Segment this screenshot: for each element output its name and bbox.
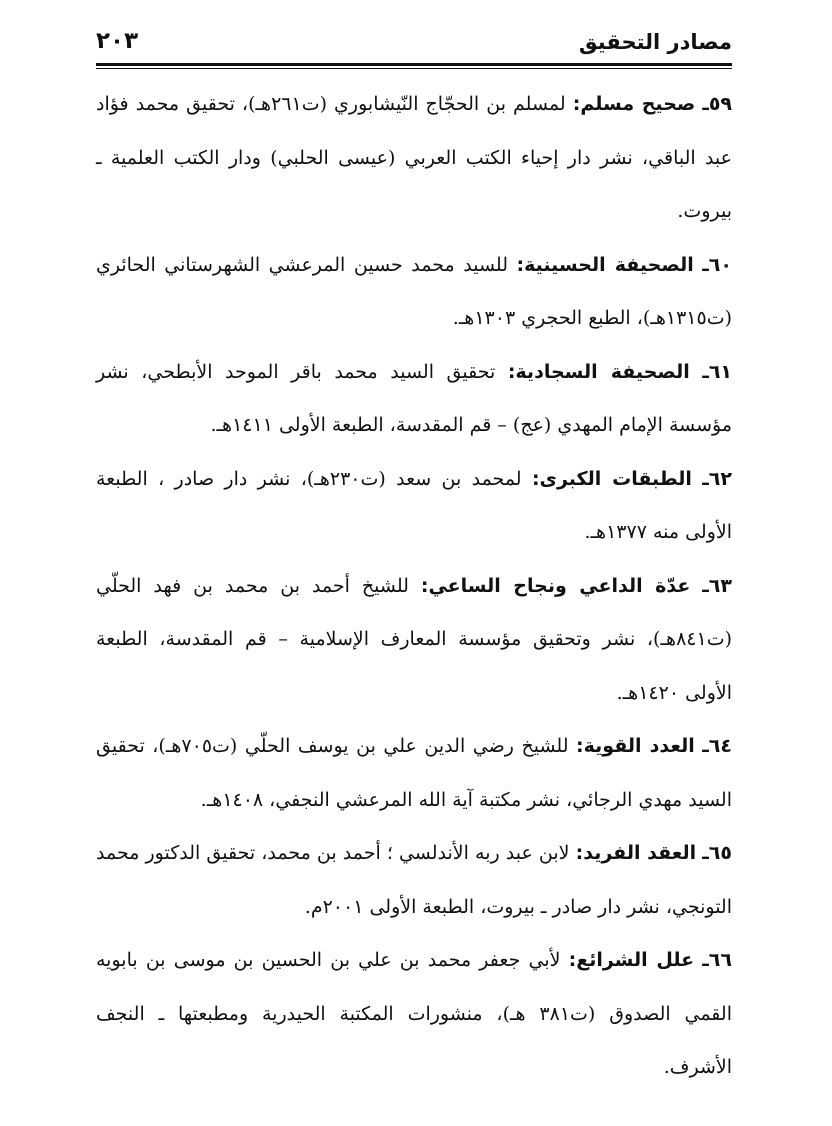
entry-text: للشيخ رضي الدين علي بن يوسف الحلّي (ت٧٠٥هـ)، تحقيق السيد مهدي الرجائي، نشر مكتبة آية الله المرعشي النجفي، ١٤٠٨هـ. <box>96 735 732 811</box>
entry-title: العقد الفريد: <box>575 842 697 864</box>
bibliography-entry <box>96 239 732 346</box>
entry-number: ٦١ـ <box>702 360 733 383</box>
entry-title: الصحيفة السجادية: <box>507 360 690 383</box>
bibliography-entry <box>96 346 732 453</box>
entry-text: للشيخ أحمد بن محمد بن فهد الحلّي (ت٨٤١هـ)، نشر وتحقيق مؤسسة المعارف الإسلامية – قم المقدسة، الطبعة الأولى ١٤٢٠هـ. <box>96 574 732 704</box>
bibliography-list <box>96 78 732 1095</box>
bibliography-entry <box>96 78 732 239</box>
entry-title: صحيح مسلم: <box>572 93 696 115</box>
bibliography-entry <box>96 720 732 827</box>
header-rule-thin <box>96 68 732 69</box>
entry-title: عدّة الداعي ونجاح الساعي: <box>420 574 691 597</box>
page-number: ٢٠٣ <box>96 28 139 54</box>
bibliography-entry <box>96 453 732 560</box>
entry-title: الطبقات الكبرى: <box>531 467 692 490</box>
bibliography-entry <box>96 560 732 721</box>
entry-number: ٦٣ـ <box>702 574 732 597</box>
bibliography-entry <box>96 934 732 1095</box>
entry-number: ٥٩ـ <box>702 93 733 115</box>
entry-text: لأبي جعفر محمد بن علي بن الحسين بن موسى بن بابويه القمي الصدوق (ت٣٨١ هـ)، منشورات المكتبة الحيدرية ومطبعتها ـ النجف الأشرف. <box>96 949 732 1078</box>
entry-number: ٦٦ـ <box>702 949 732 971</box>
entry-text: للسيد محمد حسين المرعشي الشهرستاني الحائري (ت١٣١٥هـ)، الطبع الحجري ١٣٠٣هـ. <box>96 253 732 329</box>
bibliography-entry <box>96 827 732 934</box>
entry-text: لمحمد بن سعد (ت٢٣٠هـ)، نشر دار صادر ، الطبعة الأولى منه ١٣٧٧هـ. <box>96 467 732 543</box>
entry-number: ٦٥ـ <box>702 842 732 864</box>
entry-number: ٦٠ـ <box>702 253 732 276</box>
entry-number: ٦٢ـ <box>702 467 732 490</box>
entry-number: ٦٤ـ <box>702 735 732 757</box>
entry-title: العدد القوية: <box>576 735 695 757</box>
header-title: مصادر التحقيق <box>578 30 732 54</box>
running-header <box>96 26 732 66</box>
entry-title: الصحيفة الحسينية: <box>516 253 694 276</box>
entry-text: تحقيق السيد محمد باقر الموحد الأبطحي، نشر مؤسسة الإمام المهدي (عج) – قم المقدسة، الطبعة الأولى ١٤١١هـ. <box>96 360 732 436</box>
entry-title: علل الشرائع: <box>568 949 695 971</box>
header-rule-thick <box>96 63 732 66</box>
entry-text: لابن عبد ربه الأندلسي ؛ أحمد بن محمد، تحقيق الدكتور محمد التونجي، نشر دار صادر ـ بيروت، الطبعة الأولى ٢٠٠١م. <box>96 842 732 918</box>
entry-text: لمسلم بن الحجّاج النّيشابوري (ت٢٦١هـ)، تحقيق محمد فؤاد عبد الباقي، نشر دار إحياء الكتب العربي (عيسى الحلبي) ودار الكتب العلمية ـ بيروت. <box>96 93 732 222</box>
